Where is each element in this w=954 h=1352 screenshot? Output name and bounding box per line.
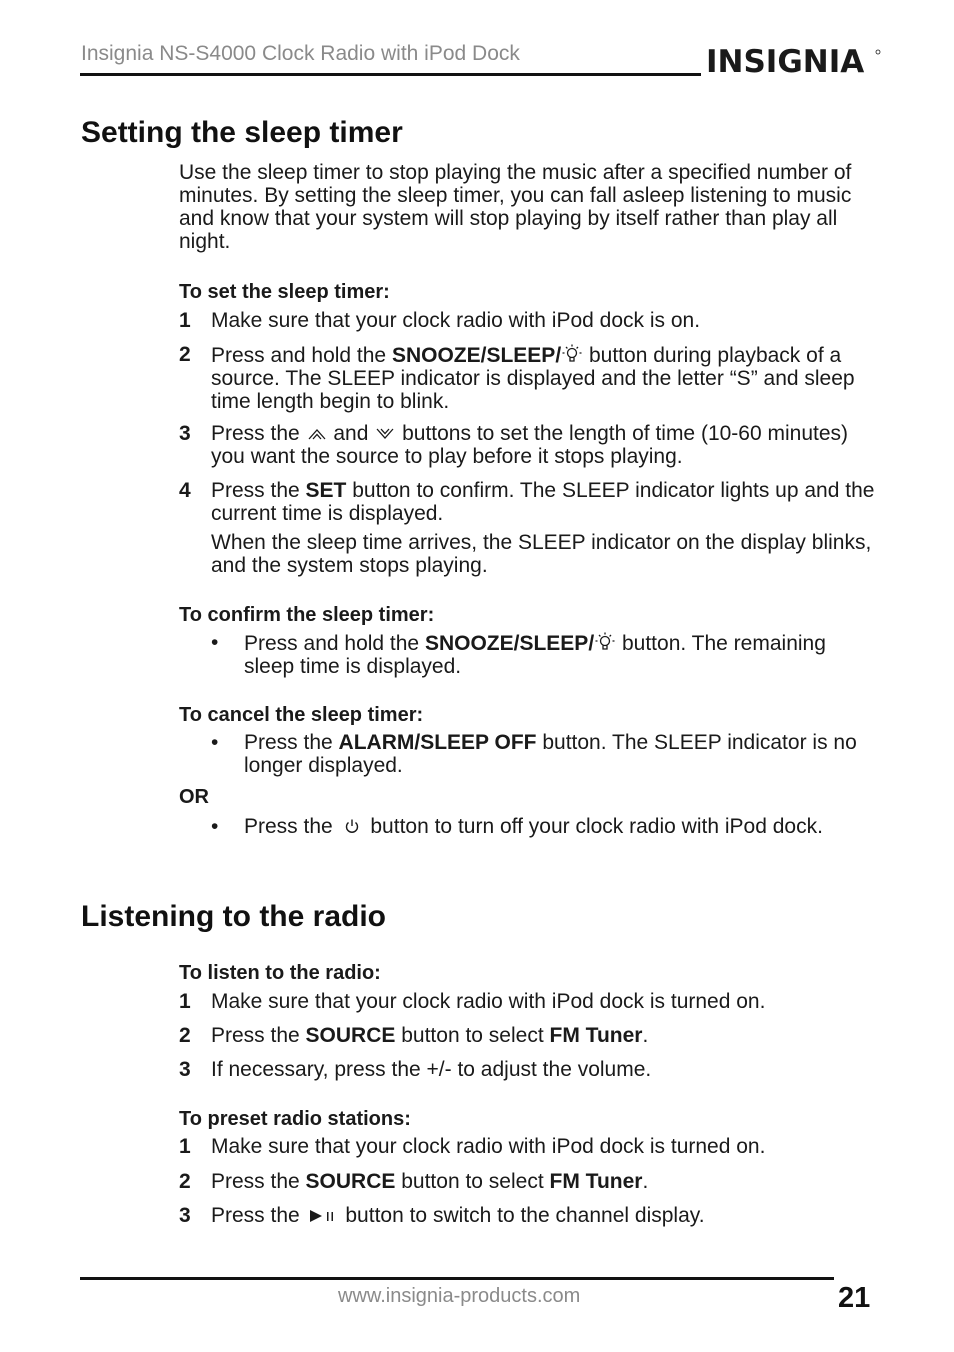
step-text: Press the SOURCE button to select FM Tuner. [211,1024,649,1047]
list-item [179,1058,879,1081]
bullet-text: Press the button to turn off your clock radio with iPod dock. [244,815,823,838]
sleep-bulb-icon [561,343,583,365]
svg-text:INSIGNIA: INSIGNIA [706,44,865,80]
step-text: Make sure that your clock radio with iPod dock is turned on. [211,1135,766,1158]
power-icon [339,816,365,836]
bullet: • [211,731,219,754]
set-sleep-timer-heading: To set the sleep timer: [179,281,390,303]
step-number: 3 [179,422,191,445]
step-number: 3 [179,1204,191,1227]
list-item [211,731,881,777]
source-button-label: SOURCE [305,1024,396,1047]
list-item [179,1204,879,1227]
step-number: 2 [179,343,191,366]
step-number: 1 [179,990,191,1013]
step-text: If necessary, press the +/- to adjust the volume. [211,1058,652,1081]
step-number: 1 [179,1135,191,1158]
chevron-up-icon [306,425,328,443]
bullet: • [211,631,219,654]
step-number: 1 [179,309,191,332]
list-item [211,631,881,678]
step-note: When the sleep time arrives, the SLEEP indicator on the display blinks, and the system stops playing. [211,531,872,577]
step-text: Press and hold the SNOOZE/SLEEP/ button during playback of a source. The SLEEP indicator is displayed and the letter “S” and sleep time length begin to blink. [211,344,855,413]
listen-radio-heading: To listen to the radio: [179,962,381,984]
list-item [179,1135,879,1158]
fm-tuner-label: FM Tuner [549,1170,643,1193]
step-number: 4 [179,479,191,502]
section-title-listening-radio: Listening to the radio [81,900,386,933]
confirm-sleep-timer-heading: To confirm the sleep timer: [179,604,435,626]
bullet-text: Press and hold the SNOOZE/SLEEP/ button. The remaining sleep time is displayed. [244,632,826,678]
fm-tuner-label: FM Tuner [549,1024,643,1047]
step-text: Make sure that your clock radio with iPod dock is turned on. [211,990,766,1013]
step-text: Press the SOURCE button to select FM Tuner. [211,1170,649,1193]
chevron-down-icon [374,425,396,443]
set-button-label: SET [305,479,347,502]
snooze-sleep-button-label: SNOOZE/SLEEP/ [391,344,562,367]
list-item [179,309,879,332]
list-item [179,1024,879,1047]
step-number: 2 [179,1024,191,1047]
section-title-sleep-timer: Setting the sleep timer [81,116,403,149]
step-number: 3 [179,1058,191,1081]
step-text: Press the and buttons to set the length of time (10-60 minutes) you want the source to play before it stops playing. [211,422,849,468]
list-item [179,479,879,577]
step-text: Press the SET button to confirm. The SLEEP indicator lights up and the current time is displayed. [211,479,875,525]
list-item [179,343,879,413]
list-item [179,990,879,1013]
step-text: Press the button to switch to the channel display. [211,1204,705,1227]
play-pause-icon [306,1207,340,1225]
page-number: 21 [838,1282,871,1314]
sleep-timer-intro: Use the sleep timer to stop playing the music after a specified number of minutes. By setting the sleep timer, you can fall asleep listening to music and know that your system will stop playing by itself rather than play all night. [179,161,852,253]
cancel-sleep-timer-heading: To cancel the sleep timer: [179,704,424,726]
snooze-sleep-button-label: SNOOZE/SLEEP/ [424,632,595,655]
bullet-text: Press the ALARM/SLEEP OFF button. The SLEEP indicator is no longer displayed. [244,731,857,777]
sleep-bulb-icon [594,631,616,653]
step-text: Make sure that your clock radio with iPod dock is on. [211,309,701,332]
or-label: OR [179,786,209,808]
bullet: • [211,815,219,838]
list-item [211,815,881,838]
list-item [179,422,879,468]
insignia-logo [706,38,881,82]
list-item [179,1170,879,1193]
step-number: 2 [179,1170,191,1193]
preset-stations-heading: To preset radio stations: [179,1108,411,1130]
header-title: Insignia NS-S4000 Clock Radio with iPod Dock [81,42,520,65]
footer-rule [80,1277,834,1280]
source-button-label: SOURCE [305,1170,396,1193]
footer-url: www.insignia-products.com [338,1285,581,1307]
header-rule [80,73,701,76]
alarm-sleep-off-button-label: ALARM/SLEEP OFF [338,731,537,754]
